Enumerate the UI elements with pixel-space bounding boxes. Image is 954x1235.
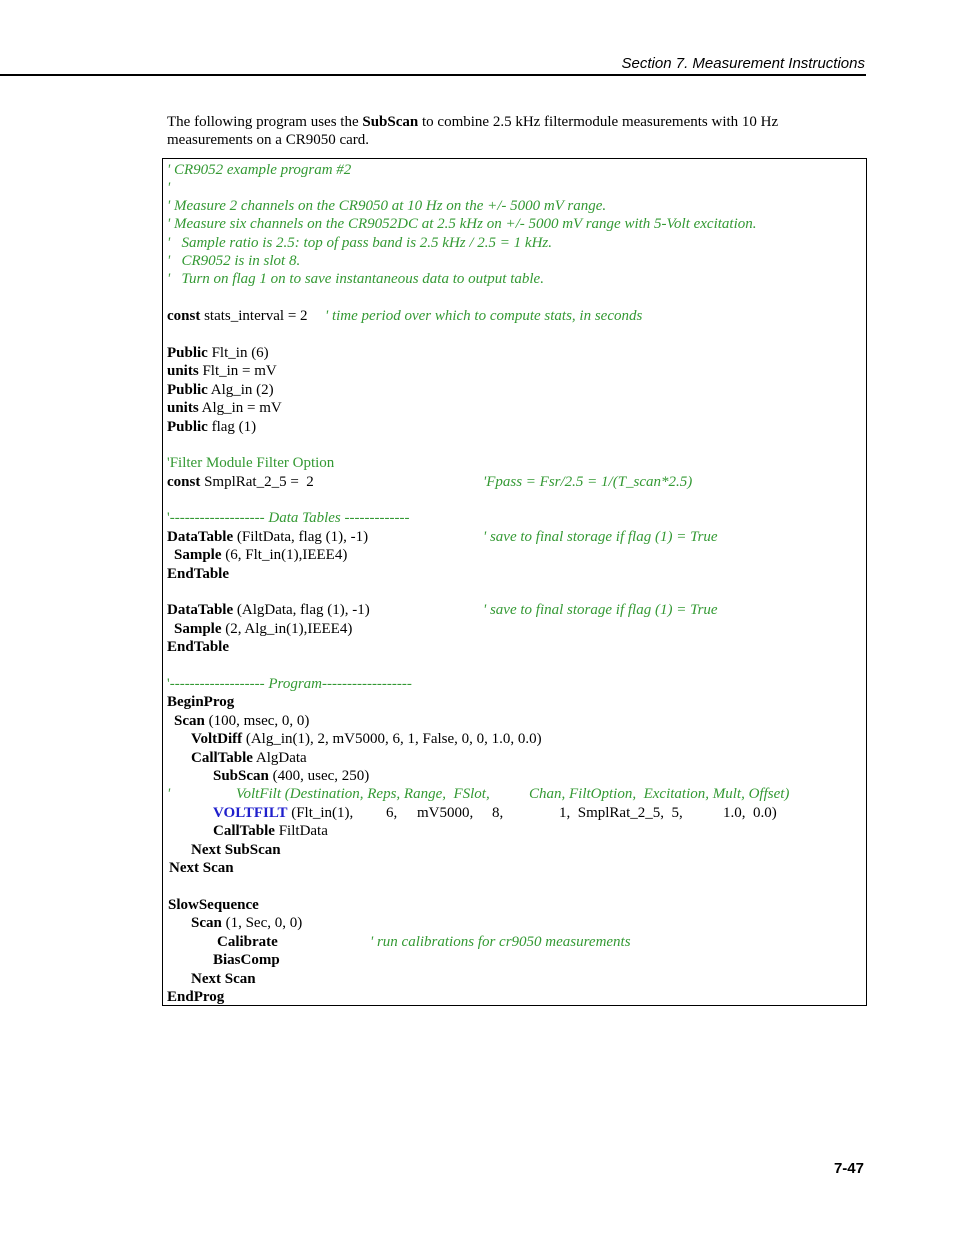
code-text bbox=[167, 988, 224, 1006]
code-keyword: EndTable bbox=[167, 566, 229, 582]
page-number: 7-47 bbox=[833, 1160, 864, 1177]
code-args: (400, usec, 250) bbox=[268, 768, 370, 784]
code-args: (6, Flt_in(1),IEEE4) bbox=[221, 547, 348, 563]
code-keyword: EndTable bbox=[167, 639, 229, 655]
code-keyword: Public bbox=[167, 382, 208, 398]
code-comment: 'Filter Module Filter Option bbox=[167, 455, 335, 471]
code-text bbox=[191, 970, 256, 988]
code-keyword: CallTable bbox=[213, 823, 275, 839]
code-keyword: SlowSequence bbox=[168, 897, 259, 913]
code-text bbox=[169, 859, 234, 877]
code-keyword: Scan bbox=[174, 713, 205, 729]
code-keyword: BiasComp bbox=[213, 952, 280, 968]
code-args: (Alg_in(1), 2, mV5000, 6, 1, False, 0, 0, 1.0, 0.0) bbox=[242, 731, 542, 747]
code-args: stats_interval = 2 bbox=[200, 308, 308, 324]
code-text bbox=[167, 362, 277, 380]
code-args: 1, SmplRat_2_5, 5, bbox=[559, 805, 683, 821]
code-comment-dashes: '------------------- bbox=[167, 676, 265, 692]
code-keyword: DataTable bbox=[167, 602, 234, 618]
code-comment: Data Tables ------------- bbox=[264, 510, 410, 526]
code-args: (AlgData, flag (1), -1) bbox=[233, 602, 370, 618]
code-args: (100, msec, 0, 0) bbox=[204, 713, 310, 729]
code-keyword: const bbox=[167, 308, 201, 324]
code-args: mV5000, bbox=[417, 805, 474, 821]
code-text bbox=[167, 473, 314, 491]
header-rule bbox=[0, 74, 866, 76]
code-keyword: const bbox=[167, 474, 201, 490]
code-comment: ' Sample ratio is 2.5: top of pass band is 2.5 kHz / 2.5 = 1 kHz. bbox=[167, 235, 552, 251]
code-keyword: Next Scan bbox=[169, 860, 234, 876]
code-comment: ' Measure 2 channels on the CR9050 at 10 Hz on the +/- 5000 mV range. bbox=[167, 198, 607, 214]
code-text bbox=[213, 804, 353, 822]
code-comment: ' CR9052 is in slot 8. bbox=[167, 253, 301, 269]
intro-after: to combine 2.5 kHz filtermodule measurements with 10 Hz measurements on a CR9050 card. bbox=[167, 114, 779, 148]
code-args: 6, bbox=[386, 805, 398, 821]
code-comment-dashes: '------------------- bbox=[167, 510, 265, 526]
code-keyword: Next Scan bbox=[191, 971, 256, 987]
code-comment: Chan, FiltOption, Excitation, Mult, Offset) bbox=[529, 786, 790, 802]
code-text bbox=[167, 638, 229, 656]
code-comment: ' Measure six channels on the CR9052DC at 2.5 kHz on +/- 5000 mV range with 5-Volt excitation. bbox=[167, 216, 757, 232]
code-text bbox=[167, 693, 234, 711]
code-text bbox=[167, 418, 256, 436]
code-keyword: DataTable bbox=[167, 529, 234, 545]
code-args: SmplRat_2_5 = 2 bbox=[200, 474, 314, 490]
code-text bbox=[167, 399, 282, 417]
code-keyword: Sample bbox=[174, 547, 222, 563]
code-comment: ' run calibrations for cr9050 measurements bbox=[370, 934, 631, 950]
code-keyword: Scan bbox=[191, 915, 222, 931]
code-keyword: EndProg bbox=[167, 989, 225, 1005]
code-text bbox=[167, 675, 412, 693]
code-args: 1.0, 0.0) bbox=[723, 805, 777, 821]
code-args: Flt_in = mV bbox=[198, 363, 277, 379]
code-text bbox=[191, 749, 307, 767]
code-keyword: Sample bbox=[174, 621, 222, 637]
code-text bbox=[217, 933, 278, 951]
code-comment: ' save to final storage if flag (1) = True bbox=[483, 529, 718, 545]
code-keyword: Public bbox=[167, 419, 208, 435]
section-header: Section 7. Measurement Instructions bbox=[621, 55, 865, 72]
code-text bbox=[167, 565, 229, 583]
code-args: 8, bbox=[492, 805, 504, 821]
code-comment: Program------------------ bbox=[264, 676, 412, 692]
code-text bbox=[213, 951, 280, 969]
intro-before: The following program uses the bbox=[167, 114, 363, 130]
code-args: (Flt_in(1), bbox=[287, 805, 354, 821]
code-comment: ' CR9052 example program #2 bbox=[167, 162, 352, 178]
intro-paragraph bbox=[167, 113, 827, 149]
code-args: (2, Alg_in(1),IEEE4) bbox=[221, 621, 353, 637]
code-args: (1, Sec, 0, 0) bbox=[221, 915, 303, 931]
code-keyword: CallTable bbox=[191, 750, 253, 766]
code-comment: ' bbox=[167, 180, 171, 196]
code-text bbox=[167, 381, 274, 399]
code-keyword: Next SubScan bbox=[191, 842, 281, 858]
code-text bbox=[167, 528, 368, 546]
code-keyword: SubScan bbox=[213, 768, 269, 784]
code-args: Alg_in = mV bbox=[198, 400, 282, 416]
code-text bbox=[167, 601, 370, 619]
code-keyword: VoltDiff bbox=[191, 731, 243, 747]
code-keyword: units bbox=[167, 400, 199, 416]
code-text bbox=[167, 307, 308, 325]
code-comment: ' Turn on flag 1 on to save instantaneous data to output table. bbox=[167, 271, 544, 287]
code-comment: ' save to final storage if flag (1) = True bbox=[483, 602, 718, 618]
code-text bbox=[168, 896, 259, 914]
code-comment: 'Fpass = Fsr/2.5 = 1/(T_scan*2.5) bbox=[483, 474, 693, 490]
code-text bbox=[167, 344, 269, 362]
code-args: Alg_in (2) bbox=[207, 382, 274, 398]
code-text bbox=[213, 767, 369, 785]
code-text bbox=[213, 822, 328, 840]
code-args: flag (1) bbox=[207, 419, 257, 435]
code-args: (FiltData, flag (1), -1) bbox=[233, 529, 369, 545]
code-keyword: BeginProg bbox=[167, 694, 235, 710]
code-text bbox=[167, 509, 409, 527]
code-args: Flt_in (6) bbox=[207, 345, 269, 361]
intro-bold: SubScan bbox=[362, 114, 419, 130]
code-keyword: units bbox=[167, 363, 199, 379]
code-text bbox=[191, 914, 302, 932]
code-text bbox=[174, 620, 352, 638]
code-keyword: Calibrate bbox=[217, 934, 278, 950]
code-comment: VoltFilt (Destination, Reps, Range, FSlot, bbox=[236, 786, 490, 802]
code-comment: ' time period over which to compute stats, in seconds bbox=[325, 308, 643, 324]
code-args: FiltData bbox=[274, 823, 328, 839]
code-comment-quote: ' bbox=[167, 786, 171, 802]
code-args: AlgData bbox=[252, 750, 307, 766]
code-text bbox=[174, 546, 347, 564]
code-text bbox=[191, 730, 542, 748]
code-keyword-highlighted: VOLTFILT bbox=[213, 805, 288, 821]
code-text bbox=[191, 841, 281, 859]
code-keyword: Public bbox=[167, 345, 208, 361]
code-text bbox=[174, 712, 309, 730]
